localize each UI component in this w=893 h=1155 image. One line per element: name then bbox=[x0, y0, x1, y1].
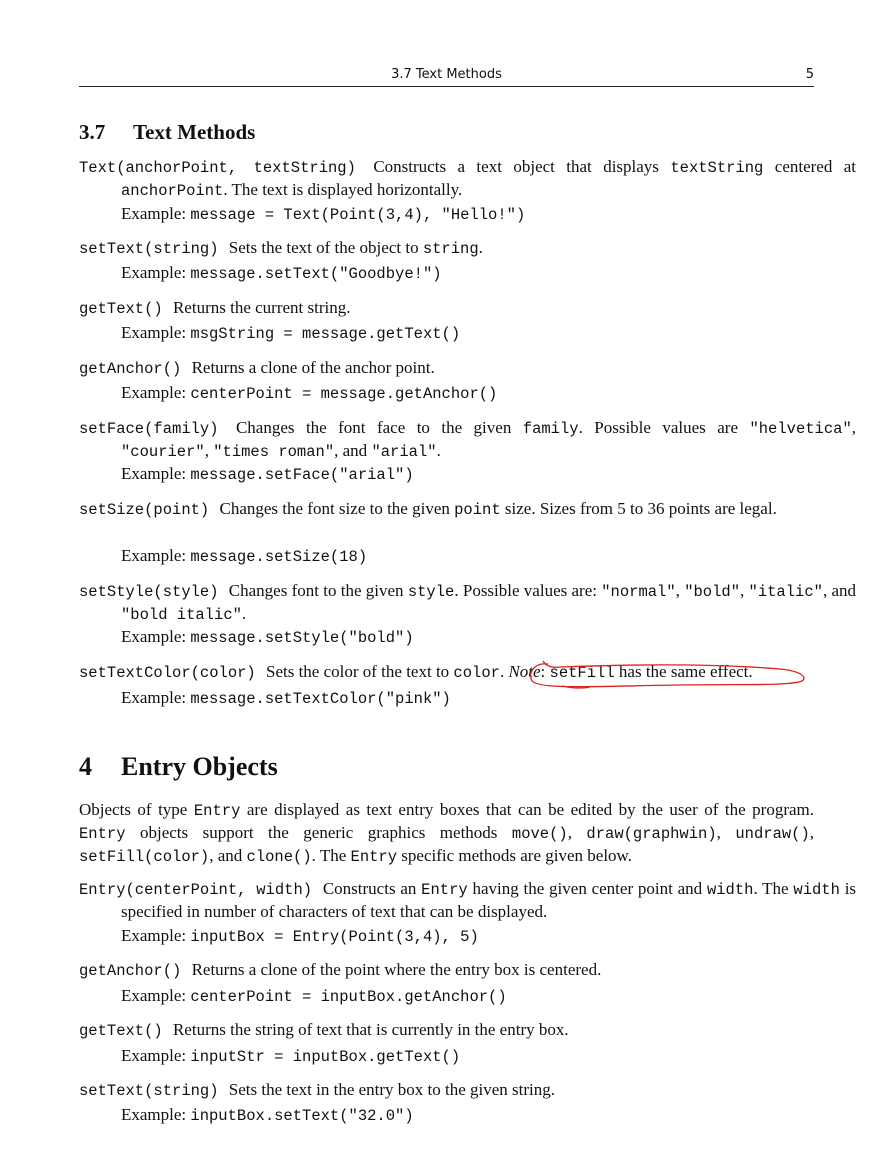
example-label: Example: bbox=[121, 204, 187, 223]
section-intro bbox=[79, 799, 814, 868]
code-term: point bbox=[454, 501, 501, 519]
running-header bbox=[79, 66, 814, 87]
intro-text: specific methods are given below. bbox=[401, 846, 632, 865]
example-label: Example: bbox=[121, 1105, 187, 1124]
intro-text: Objects of type bbox=[79, 800, 188, 819]
method-description: Changes the font face to the given bbox=[235, 418, 512, 437]
method-description: Sets the color of the text to bbox=[265, 662, 450, 681]
method-example bbox=[121, 687, 451, 710]
method-entry bbox=[79, 661, 814, 684]
code-term: "helvetica" bbox=[749, 420, 852, 438]
method-signature: getAnchor() bbox=[79, 962, 182, 980]
code-term: Entry bbox=[421, 881, 468, 899]
method-example bbox=[121, 382, 497, 405]
method-example bbox=[121, 925, 479, 948]
method-description: Returns a clone of the anchor point. bbox=[191, 358, 435, 377]
method-example bbox=[121, 262, 442, 285]
method-description: : bbox=[540, 662, 546, 681]
code-term: undraw() bbox=[735, 825, 810, 843]
code-term: draw(graphwin) bbox=[586, 825, 717, 843]
method-description: Constructs an bbox=[322, 879, 417, 898]
method-description: . Possible values are bbox=[578, 418, 738, 437]
header-section-title: 3.7 Text Methods bbox=[391, 67, 502, 82]
example-code: centerPoint = message.getAnchor() bbox=[190, 385, 498, 403]
method-description: is specified in number of characters of text that can be displayed. bbox=[121, 879, 857, 921]
method-description: having the given center point and bbox=[472, 879, 703, 898]
method-description: . bbox=[241, 604, 247, 623]
method-signature: setStyle(style) bbox=[79, 583, 219, 601]
method-description: has the same effect. bbox=[618, 662, 753, 681]
section-heading-4 bbox=[79, 752, 278, 782]
method-entry bbox=[79, 237, 814, 260]
section-title: Text Methods bbox=[133, 120, 256, 144]
code-term: "courier" bbox=[121, 443, 205, 461]
example-code: inputBox = Entry(Point(3,4), 5) bbox=[190, 928, 479, 946]
method-example bbox=[121, 1104, 414, 1127]
method-entry bbox=[79, 417, 856, 463]
example-code: message.setTextColor("pink") bbox=[190, 690, 451, 708]
method-description: . Possible values are: bbox=[454, 581, 597, 600]
method-example bbox=[121, 322, 460, 345]
code-term: "italic" bbox=[748, 583, 823, 601]
method-entry bbox=[79, 156, 856, 202]
annotation-underline bbox=[562, 686, 590, 688]
example-label: Example: bbox=[121, 627, 187, 646]
example-label: Example: bbox=[121, 323, 187, 342]
method-example bbox=[121, 626, 414, 649]
method-signature: getText() bbox=[79, 1022, 163, 1040]
note-label: Note bbox=[508, 662, 541, 681]
code-term: string bbox=[422, 240, 479, 258]
method-signature: Text(anchorPoint, textString) bbox=[79, 159, 356, 177]
code-term: "arial" bbox=[371, 443, 437, 461]
method-example bbox=[121, 463, 414, 486]
method-description: , and bbox=[822, 581, 856, 600]
example-label: Example: bbox=[121, 546, 187, 565]
method-entry bbox=[79, 498, 814, 521]
method-description: Changes font to the given bbox=[228, 581, 404, 600]
intro-text: , bbox=[809, 823, 815, 842]
code-term: "normal" bbox=[601, 583, 676, 601]
method-description: Sets the text of the object to bbox=[228, 238, 419, 257]
method-description: Returns the string of text that is currently in the entry box. bbox=[172, 1020, 569, 1039]
code-term: style bbox=[407, 583, 455, 601]
method-entry bbox=[79, 357, 814, 380]
example-code: msgString = message.getText() bbox=[190, 325, 461, 343]
example-code: message.setFace("arial") bbox=[190, 466, 414, 484]
method-description: Sets the text in the entry box to the given string. bbox=[228, 1080, 556, 1099]
method-entry bbox=[79, 297, 814, 320]
code-term: setFill(color) bbox=[79, 848, 210, 866]
method-description: . bbox=[499, 662, 505, 681]
intro-text: are displayed as text entry boxes that can be edited by the user of the program. bbox=[246, 800, 815, 819]
example-label: Example: bbox=[121, 688, 187, 707]
method-description: , bbox=[204, 441, 209, 460]
code-term: "bold" bbox=[684, 583, 740, 601]
code-term: anchorPoint bbox=[121, 182, 224, 200]
intro-text: , bbox=[567, 823, 572, 842]
method-signature: setTextColor(color) bbox=[79, 664, 256, 682]
example-label: Example: bbox=[121, 986, 187, 1005]
method-description: centered at bbox=[774, 157, 857, 176]
example-label: Example: bbox=[121, 926, 187, 945]
method-entry bbox=[79, 580, 856, 626]
method-signature: getText() bbox=[79, 300, 163, 318]
code-term: textString bbox=[670, 159, 764, 177]
method-description: , bbox=[740, 581, 745, 600]
method-example bbox=[121, 1045, 460, 1068]
method-description: size. Sizes from 5 to 36 points are legal. bbox=[504, 499, 777, 518]
method-signature: setText(string) bbox=[79, 240, 219, 258]
intro-text: objects support the generic graphics methods bbox=[139, 823, 498, 842]
method-description: , bbox=[675, 581, 680, 600]
example-code: message.setStyle("bold") bbox=[190, 629, 414, 647]
method-description: Constructs a text object that displays bbox=[373, 157, 659, 176]
code-term: clone() bbox=[246, 848, 312, 866]
method-example bbox=[121, 985, 507, 1008]
section-title: Entry Objects bbox=[121, 752, 278, 781]
method-description: Returns a clone of the point where the entry box is centered. bbox=[191, 960, 602, 979]
method-signature: setFace(family) bbox=[79, 420, 219, 438]
example-code: message = Text(Point(3,4), "Hello!") bbox=[190, 206, 526, 224]
code-term: setFill bbox=[549, 664, 615, 682]
example-label: Example: bbox=[121, 263, 187, 282]
code-term: width bbox=[793, 881, 840, 899]
method-signature: setText(string) bbox=[79, 1082, 219, 1100]
method-entry bbox=[79, 1079, 814, 1102]
method-description: , and bbox=[334, 441, 368, 460]
method-signature: getAnchor() bbox=[79, 360, 182, 378]
code-term: Entry bbox=[79, 825, 126, 843]
code-term: width bbox=[706, 881, 754, 899]
code-term: color bbox=[453, 664, 500, 682]
section-heading-3-7 bbox=[79, 120, 255, 145]
code-term: Entry bbox=[193, 802, 241, 820]
method-description: . The bbox=[753, 879, 789, 898]
intro-text: , and bbox=[209, 846, 243, 865]
method-description: Changes the font size to the given bbox=[219, 499, 450, 518]
method-description: Returns the current string. bbox=[172, 298, 351, 317]
intro-text: , bbox=[716, 823, 721, 842]
method-description: , bbox=[851, 418, 857, 437]
code-term: "bold italic" bbox=[121, 606, 242, 624]
code-term: move() bbox=[511, 825, 568, 843]
intro-text: . The bbox=[311, 846, 347, 865]
example-code: centerPoint = inputBox.getAnchor() bbox=[190, 988, 507, 1006]
code-term: Entry bbox=[350, 848, 398, 866]
method-example bbox=[121, 545, 367, 568]
method-entry bbox=[79, 1019, 814, 1042]
page-number: 5 bbox=[805, 67, 814, 82]
example-label: Example: bbox=[121, 1046, 187, 1065]
method-description: . bbox=[478, 238, 483, 257]
method-entry bbox=[79, 959, 814, 982]
example-code: inputBox.setText("32.0") bbox=[190, 1107, 414, 1125]
example-code: message.setText("Goodbye!") bbox=[190, 265, 442, 283]
method-description: . The text is displayed horizontally. bbox=[223, 180, 463, 199]
example-label: Example: bbox=[121, 383, 187, 402]
code-term: family bbox=[522, 420, 579, 438]
method-entry bbox=[79, 878, 856, 922]
method-example bbox=[121, 203, 525, 226]
method-signature: Entry(centerPoint, width) bbox=[79, 881, 313, 899]
section-number: 3.7 bbox=[79, 120, 106, 144]
method-signature: setSize(point) bbox=[79, 501, 210, 519]
section-number: 4 bbox=[79, 752, 92, 781]
example-label: Example: bbox=[121, 464, 187, 483]
code-term: "times roman" bbox=[213, 443, 335, 461]
example-code: message.setSize(18) bbox=[190, 548, 368, 566]
example-code: inputStr = inputBox.getText() bbox=[190, 1048, 461, 1066]
method-description: . bbox=[436, 441, 441, 460]
